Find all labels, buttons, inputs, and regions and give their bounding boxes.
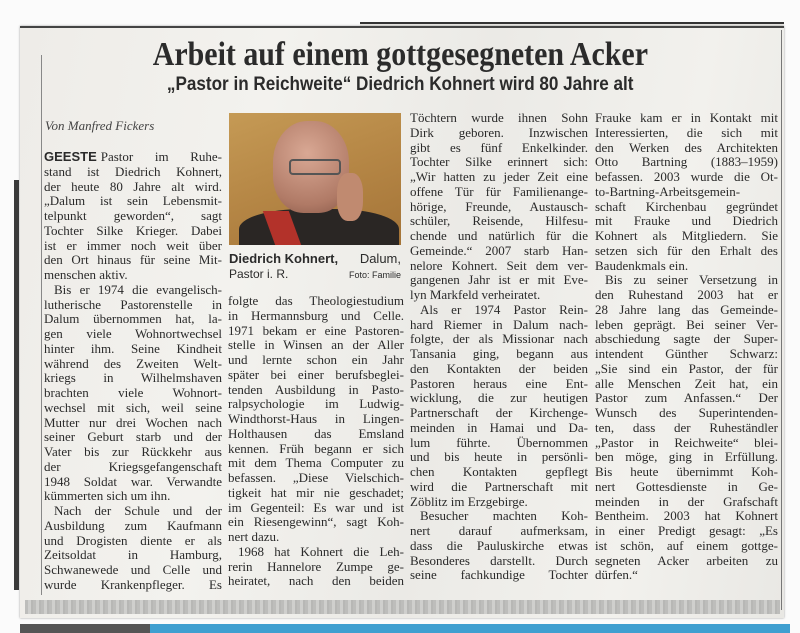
text-line: Besucher machten Koh-: [420, 508, 588, 524]
subheadline: [0, 70, 800, 97]
photo-jacket: [239, 209, 399, 245]
article-column-2: [228, 294, 404, 589]
text-line: und bis heute in persönli-: [410, 449, 588, 465]
text-line: „Sie sind ein Pastor, der für: [595, 360, 778, 376]
text-line: meinden in Hamai und Da-: [410, 419, 588, 435]
text-line: intendent Günther Schwarz:: [595, 346, 778, 361]
text-line: hard Riemer in Dalum nach-: [410, 316, 588, 332]
text-line: Gemeinde.“ 2007 starb Han-: [410, 242, 588, 258]
headline-text: Arbeit auf einem gottgesegneten Acker: [152, 36, 648, 73]
text-line: nert darauf aufmerksam,: [410, 523, 588, 538]
paragraph: [410, 111, 588, 303]
text-line: „Pastor in Reichweite“ blei-: [595, 434, 778, 450]
text-line: im Gegenteil: Es war und ist: [228, 499, 404, 515]
text-line: tigkeit hat mir nie geschadet;: [228, 484, 404, 500]
paragraph: [228, 294, 404, 545]
background-strip: [150, 624, 790, 633]
text-line: Dirk geboren. Inzwischen: [410, 124, 588, 140]
text-line: segneten Acker arbeiten zu: [595, 552, 778, 568]
text-line: ist schön, auf einem gottge-: [595, 537, 778, 553]
text-line: offene Tür für Familienange-: [410, 183, 588, 199]
text-line: stelle in Winsen an der Aller: [228, 337, 404, 353]
text-line: Tochter Silke Krieger. Dabei: [44, 222, 222, 238]
text-line: Wunsch des Superintenden-: [595, 405, 778, 420]
text-line-content: Pastor im Ruhe-: [100, 149, 222, 164]
text-line: Zeitsoldat in Hamburg,: [44, 547, 222, 563]
text-line: Pastor zum Anfassen.“ Der: [595, 390, 778, 406]
page-edge-shadow: [14, 180, 19, 590]
text-line: später bei einer berufsbeglei-: [228, 366, 404, 382]
text-line: Bis zu seiner Versetzung in: [605, 272, 778, 288]
text-line: Bis er 1974 die evangelisch-: [54, 281, 222, 297]
text-line: Partnerschaft der Kirchenge-: [410, 405, 588, 420]
photo-hand: [337, 173, 363, 221]
text-line: 1971 bekam er eine Pastoren-: [228, 322, 404, 338]
article-column-4: [595, 111, 778, 583]
caption-place: Dalum,: [359, 251, 401, 266]
subheadline-text: „Pastor in Reichweite“ Diedrich Kohnert wird 80 Jahre alt: [166, 74, 634, 95]
text-line: seiner Geburt starb und der: [44, 429, 222, 445]
caption-role: Pastor i. R.: [229, 267, 289, 281]
headline: [0, 36, 800, 74]
text-line: Dalum übernommen hat, la-: [44, 311, 222, 327]
text-line: den Kontakten der beiden: [410, 360, 588, 376]
text-line: ten, dass der Ruheständler: [595, 419, 778, 435]
text-line: ein Riesengewinn“, sagt Koh-: [228, 514, 404, 530]
text-line: Als er 1974 Pastor Rein-: [420, 301, 588, 317]
photo-caption: [229, 251, 401, 281]
paragraph: [410, 509, 588, 583]
text-line: Töchtern wurde ihnen Sohn: [410, 110, 588, 125]
text-line: mit dem Thema Computer zu: [228, 455, 404, 471]
text-line: rerin Hannelore Zumpe ge-: [228, 558, 404, 574]
text-line: Ausbildung zum Kaufmann: [44, 517, 222, 533]
text-line: 1948 Soldat war. Verwandte: [44, 473, 222, 489]
text-line: Frauke kam er in Kontakt mit: [595, 110, 778, 125]
dateline: GEESTE: [44, 149, 97, 164]
text-line: in einer Predigt gesagt: „Es: [595, 523, 778, 538]
text-line: wicklung, die zur heutigen: [410, 390, 588, 406]
column-rule: [781, 30, 782, 610]
paragraph: [595, 273, 778, 583]
text-line: 28 Jahre lang das Gemeinde-: [595, 301, 778, 317]
text-line: lum führte. Übernommen: [410, 434, 588, 450]
photo-glasses: [289, 159, 341, 175]
text-line: setzen sich für den Erhalt des: [595, 242, 778, 258]
text-line: ben möge, ging in Erfüllung.: [595, 449, 778, 465]
text-line: Schwanewede und Celle und: [44, 562, 222, 577]
text-line: Mutter nur drei Wochen nach: [44, 414, 222, 430]
text-line: befassen. 2003 wurde die Ot-: [595, 169, 778, 184]
text-line: schüler, Reisende, Hilfesu-: [410, 213, 588, 229]
text-line: „Wir hatten zu jeder Zeit eine: [410, 169, 588, 184]
text-line: mit Frauke und Diedrich: [595, 213, 778, 229]
text-line: Pastoren heraus eine Ent-: [410, 375, 588, 391]
text-line: dürfen.“: [595, 567, 638, 583]
text-line: Zöblitz im Erzgebirge.: [410, 493, 528, 509]
portrait-photo: [229, 113, 401, 245]
text-line: gen viele Wohnortwechsel: [44, 326, 222, 341]
text-line: Nach der Schule und der: [54, 503, 222, 518]
text-line: kriegs in Wilhelmshaven: [44, 370, 222, 386]
text-line: heiratet, nach den beiden: [228, 573, 404, 589]
text-line: „Dalum ist sein Lebensmit-: [44, 193, 222, 209]
text-line: Tochter Silke erinnert sich:: [410, 154, 588, 170]
text-line: ralpsychologie im Ludwig-: [228, 396, 404, 412]
paragraph: [595, 111, 778, 273]
text-line: Holthausen das Emsland: [228, 425, 404, 441]
text-line: und Drogisten diente er als: [44, 532, 222, 548]
text-line: Bentheim. 2003 hat Kohnert: [595, 508, 778, 524]
text-line: Besonderes darstellt. Durch: [410, 552, 588, 568]
text-line: Vater bis zur Rückkehr aus: [44, 444, 222, 459]
text-line: gibt es fünf Enkelkinder.: [410, 139, 588, 155]
text-line: hörige, Freunde, Austausch-: [410, 198, 588, 214]
text-line: alle Menschen Zeit hat, ein: [595, 375, 778, 391]
text-line: in Hermannsburg und Celle.: [228, 307, 404, 323]
text-line: wird die Partnerschaft mit: [410, 478, 588, 494]
text-line: der heute 80 Jahre alt wird.: [44, 178, 222, 194]
text-line: dass die Pauluskirche etwas: [410, 537, 588, 553]
text-line: den Ort hinaus für seine Mit-: [44, 252, 222, 268]
text-line: folgte, der als Missionar nach: [410, 331, 588, 347]
paragraph: [410, 303, 588, 510]
text-line: meinden in der Grafschaft: [595, 493, 778, 509]
text-line: lyn Markfeld verheiratet.: [410, 287, 541, 302]
text-line: kümmerten sich um ihn.: [44, 488, 171, 504]
text-line: 1968 hat Kohnert die Leh-: [238, 543, 404, 559]
text-line: menschen aktiv.: [44, 267, 128, 282]
text-line: lutherische Pastorenstelle in: [44, 296, 222, 312]
text-line: Baudenkmals ein.: [595, 257, 689, 273]
text-line: nert dazu.: [228, 529, 280, 544]
text-line: telpunkt geworden“, sagt: [44, 208, 222, 223]
text-line: nert Gottesdienste in Ge-: [595, 478, 778, 494]
text-line: und lernte schon ein Jahr: [228, 352, 404, 367]
text-line: kennen. Früh begann er sich: [228, 440, 404, 456]
text-line: den Werken des Architekten: [595, 139, 778, 155]
text-line: Interessierten, die sich mit: [595, 124, 778, 140]
text-line: Tansania ging, begann aus: [410, 346, 588, 361]
text-line: nelore Kohnert. Seit dem ver-: [410, 257, 588, 273]
text-line: gangenen Jahr ist er mit Eve-: [410, 272, 588, 288]
article-column-1: [44, 150, 222, 593]
text-line: tenden Ausbildung in Pasto-: [228, 381, 404, 397]
text-line: der Kriegsgefangenschaft: [44, 458, 222, 474]
article-column-3: [410, 111, 588, 583]
text-line: Bis heute übernimmt Koh-: [595, 464, 778, 479]
text-line: folgte das Theologiestudium: [228, 293, 404, 308]
text-line: chen Kontakten gepflegt: [410, 464, 588, 479]
text-line: Otto Bartning (1883–1959): [595, 154, 778, 170]
text-line: den Ruhestand 2003 hat er: [595, 287, 778, 302]
text-line: abschiedung sagte der Super-: [595, 331, 778, 347]
byline: Von Manfred Fickers: [45, 118, 155, 133]
text-line: stand ist Diedrich Kohnert,: [44, 163, 222, 179]
text-line: to-Bartning-Arbeitsgemein-: [595, 183, 741, 199]
text-line: wechsel mit sich, weil seine: [44, 399, 222, 415]
text-line: Kohnert als Mitgliedern. Sie: [595, 228, 778, 243]
paragraph: [44, 504, 222, 593]
text-line: während des Zweiten Welt-: [44, 355, 222, 371]
text-line: leben geprägt. Bei seiner Ver-: [595, 316, 778, 332]
text-line: Windthorst-Haus in Lingen-: [228, 411, 404, 426]
paragraph: [44, 150, 222, 283]
text-line: seine fachkundige Tochter: [410, 567, 588, 583]
caption-name: Diedrich Kohnert,: [229, 251, 339, 266]
text-line: [44, 150, 222, 165]
column-rule: [41, 55, 42, 595]
text-line: ist er immer noch weit über: [44, 237, 222, 253]
text-line: befassen. „Diese Vielschich-: [228, 470, 404, 485]
paragraph: [228, 545, 404, 589]
text-line: hinter ihm. Seine Kindheit: [44, 340, 222, 356]
text-line: wurde Krankenpfleger. Es: [44, 576, 222, 592]
clipping-bottom-band: [25, 600, 780, 614]
photo-credit: Foto: Familie: [348, 270, 401, 280]
text-line: schaft Kirchenbau gegründet: [595, 198, 778, 214]
text-line: brachten viele Wohnort-: [44, 385, 222, 400]
paragraph: [44, 283, 222, 504]
text-line: chende und natürlich für die: [410, 228, 588, 243]
background-strip: [20, 624, 150, 633]
